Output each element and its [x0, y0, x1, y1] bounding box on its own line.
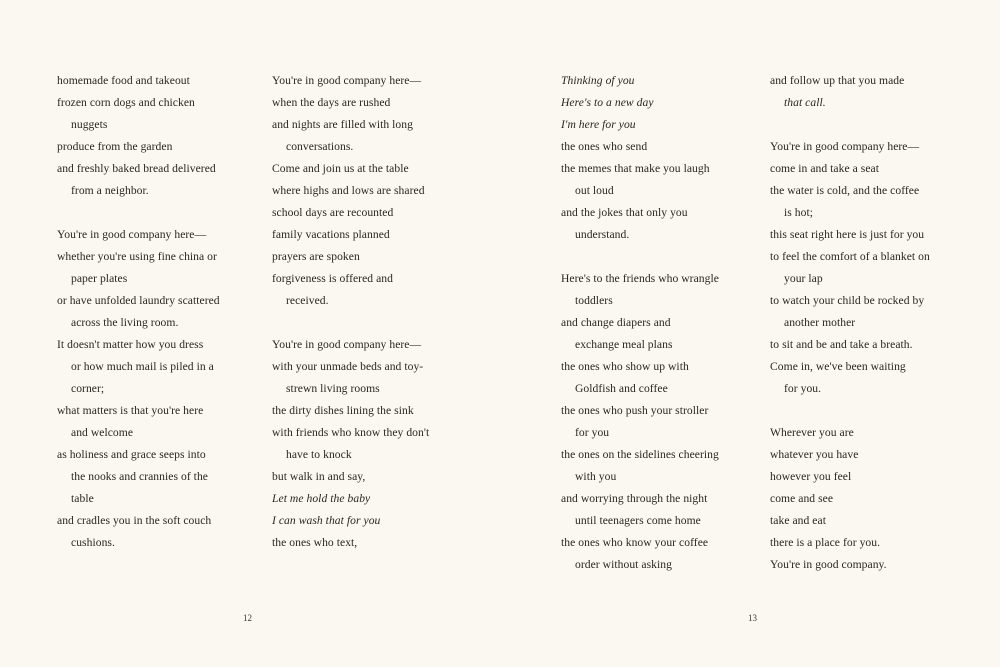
poem-line: or have unfolded laundry scattered	[57, 294, 220, 307]
page-number-right: 13	[748, 613, 757, 623]
poem-line: order without asking	[575, 558, 672, 571]
poem-line: I'm here for you	[561, 118, 636, 131]
poem-line: Here's to a new day	[561, 96, 654, 109]
poem-line: is hot;	[784, 206, 814, 219]
poem-line: the water is cold, and the coffee	[770, 184, 920, 197]
poem-line: You're in good company here—	[57, 228, 207, 241]
poem-line: another mother	[784, 316, 856, 329]
poem-line: family vacations planned	[272, 228, 390, 241]
poem-line: Here's to the friends who wrangle	[561, 272, 719, 285]
poem-line: strewn living rooms	[286, 382, 380, 395]
poem-line: conversations.	[286, 140, 354, 153]
poem-line: and nights are filled with long	[272, 118, 413, 131]
poem-line: I can wash that for you	[272, 514, 381, 527]
right-page	[500, 0, 1000, 667]
poem-line: as holiness and grace seeps into	[57, 448, 206, 461]
poem-line: take and eat	[770, 514, 826, 527]
poem-line: and the jokes that only you	[561, 206, 688, 219]
poem-line: and cradles you in the soft couch	[57, 514, 212, 527]
poem-line: that call.	[784, 96, 826, 109]
poem-line: frozen corn dogs and chicken	[57, 96, 195, 109]
left-page-column-2	[272, 70, 472, 554]
poem-line: received.	[286, 294, 329, 307]
poem-line: the ones who send	[561, 140, 648, 153]
poem-line: from a neighbor.	[71, 184, 149, 197]
poem-line: cushions.	[71, 536, 115, 549]
poem-line: there is a place for you.	[770, 536, 881, 549]
poem-line: paper plates	[71, 272, 128, 285]
poem-line: You're in good company here—	[272, 74, 422, 87]
poem-line: but walk in and say,	[272, 470, 366, 483]
poem-line: what matters is that you're here	[57, 404, 204, 417]
poem-line: You're in good company here—	[272, 338, 422, 351]
poem-line: Goldfish and coffee	[575, 382, 668, 395]
poem-line: exchange meal plans	[575, 338, 673, 351]
poem-line: produce from the garden	[57, 140, 173, 153]
poem-line: table	[71, 492, 94, 505]
poem-line: Wherever you are	[770, 426, 854, 439]
stanza-break	[770, 114, 970, 136]
poem-line: where highs and lows are shared	[272, 184, 425, 197]
poem-line: the nooks and crannies of the	[71, 470, 208, 483]
poem-line: have to knock	[286, 448, 352, 461]
poem-line: or how much mail is piled in a	[71, 360, 214, 373]
poem-line: the ones on the sidelines cheering	[561, 448, 719, 461]
poem-line: You're in good company here—	[770, 140, 920, 153]
poem-line: Come in, we've been waiting	[770, 360, 906, 373]
poem-line: to sit and be and take a breath.	[770, 338, 913, 351]
poem-line: with your unmade beds and toy-	[272, 360, 424, 373]
poem-line: You're in good company.	[770, 558, 887, 571]
poem-line: Thinking of you	[561, 74, 635, 87]
right-page-column-1	[561, 70, 761, 576]
page-number-left: 12	[243, 613, 252, 623]
poem-line: with friends who know they don't	[272, 426, 430, 439]
poem-line: to feel the comfort of a blanket on	[770, 250, 930, 263]
poem-line: come in and take a seat	[770, 162, 879, 175]
poem-line: out loud	[575, 184, 614, 197]
poem-line: and welcome	[71, 426, 134, 439]
poem-line: whatever you have	[770, 448, 859, 461]
stanza-break	[770, 400, 970, 422]
poem-line: and change diapers and	[561, 316, 671, 329]
stanza-break	[272, 312, 472, 334]
poem-line: whether you're using fine china or	[57, 250, 217, 263]
right-page-column-2	[770, 70, 970, 576]
poem-line: for you.	[784, 382, 822, 395]
poem-line: until teenagers come home	[575, 514, 701, 527]
poem-line: and worrying through the night	[561, 492, 708, 505]
poem-line: Let me hold the baby	[272, 492, 371, 505]
left-page-column-1	[57, 70, 257, 554]
poem-line: come and see	[770, 492, 834, 505]
poem-line: for you	[575, 426, 610, 439]
poem-line: to watch your child be rocked by	[770, 294, 925, 307]
poem-line: prayers are spoken	[272, 250, 360, 263]
poem-line: school days are recounted	[272, 206, 394, 219]
poem-line: across the living room.	[71, 316, 179, 329]
poem-line: this seat right here is just for you	[770, 228, 925, 241]
poem-line: corner;	[71, 382, 105, 395]
stanza-break	[561, 246, 761, 268]
poem-line: homemade food and takeout	[57, 74, 190, 87]
poem-line: the ones who show up with	[561, 360, 689, 373]
poem-line: the ones who push your stroller	[561, 404, 709, 417]
poem-line: the memes that make you laugh	[561, 162, 710, 175]
poem-line: nuggets	[71, 118, 108, 131]
poem-line: It doesn't matter how you dress	[57, 338, 204, 351]
poem-line: the dirty dishes lining the sink	[272, 404, 414, 417]
poem-line: your lap	[784, 272, 823, 285]
poem-line: toddlers	[575, 294, 613, 307]
poem-line: and freshly baked bread delivered	[57, 162, 216, 175]
poem-line: however you feel	[770, 470, 852, 483]
poem-line: and follow up that you made	[770, 74, 905, 87]
poem-line: with you	[575, 470, 617, 483]
poem-line: the ones who text,	[272, 536, 358, 549]
poem-line: understand.	[575, 228, 630, 241]
poem-line: Come and join us at the table	[272, 162, 409, 175]
poem-line: forgiveness is offered and	[272, 272, 393, 285]
poem-line: the ones who know your coffee	[561, 536, 709, 549]
stanza-break	[57, 202, 257, 224]
poem-line: when the days are rushed	[272, 96, 391, 109]
